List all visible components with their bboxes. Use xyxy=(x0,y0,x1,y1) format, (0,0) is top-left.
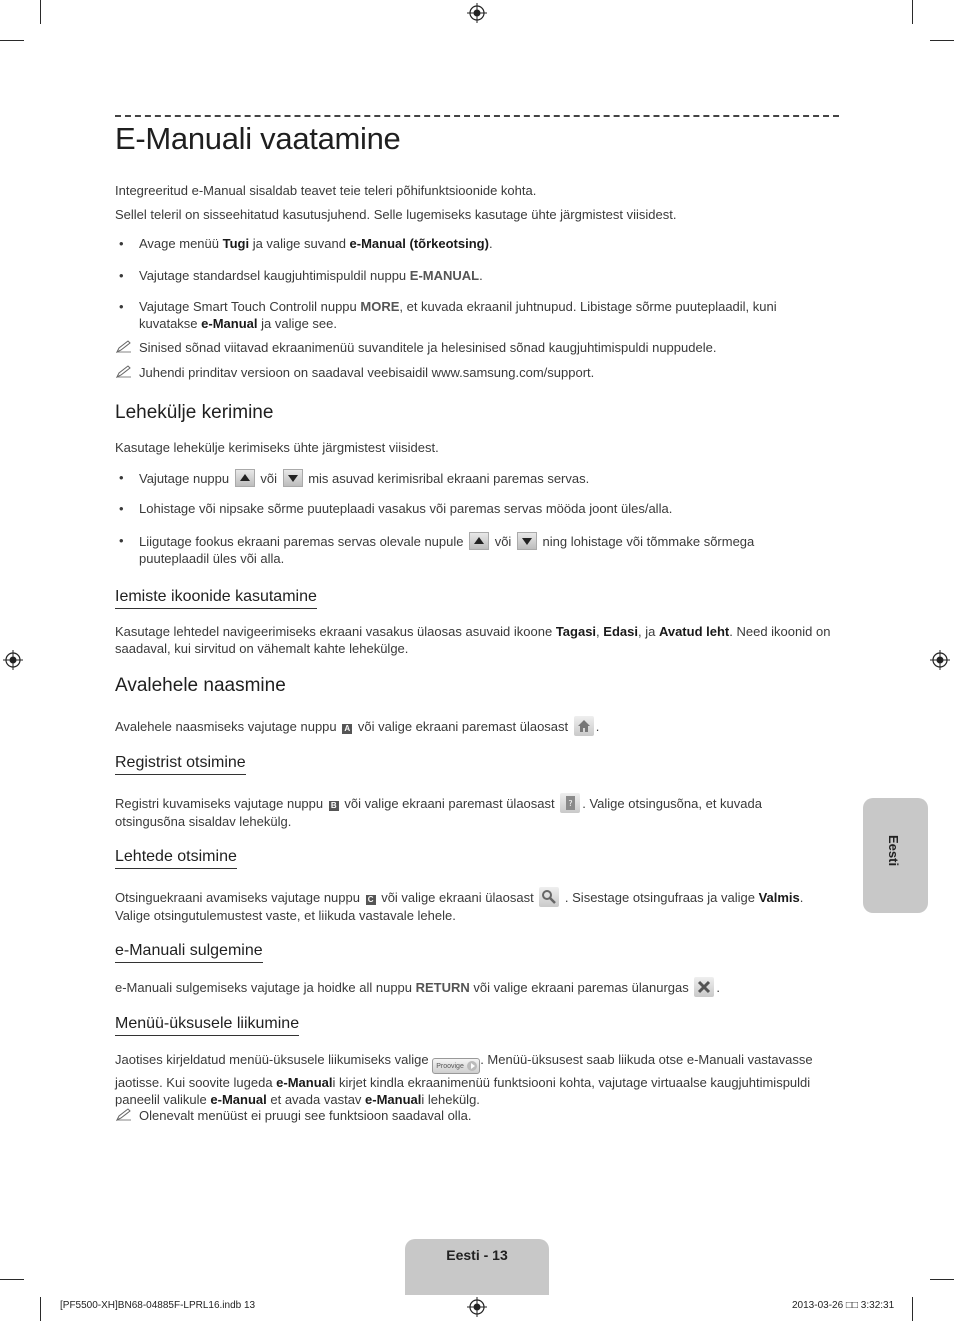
registration-mark-icon xyxy=(467,3,487,23)
home-heading: Avalehele naasmine xyxy=(115,675,286,696)
search-heading: Lehtede otsimine xyxy=(115,848,237,869)
note-pencil-icon xyxy=(115,365,133,379)
method-item-remote: Vajutage standardsel kaugjuhtimispuldil nuppu E-MANUAL. xyxy=(139,268,483,283)
scroll-down-icon xyxy=(283,469,303,487)
method-item-menu: Avage menüü Tugi ja valige suvand e-Manual (tõrkeotsing). xyxy=(139,236,493,251)
bullet: • xyxy=(119,501,124,516)
scroll-down-icon xyxy=(517,532,537,550)
play-icon xyxy=(467,1061,477,1071)
home-text: Avalehele naasmiseks vajutage nuppu A või valige ekraani paremast ülaosast . xyxy=(115,716,845,736)
page-number-tab: Eesti - 13 xyxy=(405,1239,549,1295)
bullet: • xyxy=(119,533,124,548)
close-text: e-Manuali sulgemiseks vajutage ja hoidke all nuppu RETURN või valige ekraani paremas ülanurgas . xyxy=(115,977,845,997)
search-icon xyxy=(539,887,559,907)
bullet: • xyxy=(119,470,124,485)
scroll-up-icon xyxy=(469,532,489,550)
intro-line-1: Integreeritud e-Manual sisaldab teavet teie teleri põhifunktsioonide kohta. xyxy=(115,183,537,198)
crop-mark xyxy=(930,40,954,41)
scroll-up-icon xyxy=(235,469,255,487)
scroll-heading: Lehekülje kerimine xyxy=(115,402,274,423)
menu-heading: Menüü-üksusele liikumine xyxy=(115,1015,299,1036)
bullet: • xyxy=(119,236,124,251)
top-icons-heading: Iemiste ikoonide kasutamine xyxy=(115,588,317,609)
index-heading: Registrist otsimine xyxy=(115,754,246,775)
registration-mark-icon xyxy=(3,650,23,670)
close-icon xyxy=(694,977,714,997)
scroll-item-focus: Liigutage fookus ekraani paremas servas olevale nupule või ning lohistage või tõmmake sõrmega puuteplaadil üles või alla. xyxy=(139,534,755,566)
menu-note: Olenevalt menüüst ei pruugi see funktsioon saadaval olla. xyxy=(139,1108,472,1123)
close-heading: e-Manuali sulgemine xyxy=(115,942,263,963)
home-icon xyxy=(574,716,594,736)
crop-mark xyxy=(0,1279,24,1280)
key-b-icon: B xyxy=(329,801,339,811)
page-title: E-Manuali vaatamine xyxy=(115,121,401,156)
note-printable-version: Juhendi prinditav versioon on saadaval veebisaidil www.samsung.com/support. xyxy=(139,365,595,380)
scroll-item-buttons: Vajutage nuppu või mis asuvad kerimisribal ekraani paremas servas. xyxy=(139,471,590,486)
svg-text:?: ? xyxy=(568,799,573,808)
method-item-touch-control: Vajutage Smart Touch Controlil nuppu MORE, et kuvada ekraanil juhtnupud. Libistage sõrme puuteplaadil, kuni kuvatakse e-Manual ja valige see. xyxy=(139,299,777,331)
note-blue-words: Sinised sõnad viitavad ekraanimenüü suvanditele ja helesinised sõnad kaugjuhtimispuldi nuppudele. xyxy=(139,340,717,355)
scroll-item-swipe: Lohistage või nipsake sõrme puuteplaadi vasakus või paremas servas mööda joont üles/alla. xyxy=(139,501,673,516)
key-a-icon: A xyxy=(342,724,352,734)
crop-mark xyxy=(40,0,41,24)
title-divider xyxy=(115,115,839,117)
search-text: Otsinguekraani avamiseks vajutage nuppu C või valige ekraani ülaosast . Sisestage otsingufraas ja valige Valmis. Valige otsingutulemustest vaste, et liikuda vastavale lehele. xyxy=(115,887,830,924)
bullet: • xyxy=(119,268,124,283)
top-icons-text: Kasutage lehtedel navigeerimiseks ekraani vasakus ülaosas asuvaid ikoone Tagasi, Edasi, ja Avatud leht. Need ikoonid on saadaval, kui sirvitud on vähemalt kahte lehekülge. xyxy=(115,624,831,656)
crop-mark xyxy=(912,1297,913,1321)
registration-mark-icon xyxy=(930,650,950,670)
crop-mark xyxy=(930,1279,954,1280)
language-side-tab: Eesti xyxy=(863,798,928,913)
note-pencil-icon xyxy=(115,1108,133,1122)
index-text: Registri kuvamiseks vajutage nuppu B või valige ekraani paremast ülaosast ? . Valige otsingusõna, et kuvada otsingusõna sisaldav lehekülg. xyxy=(115,793,815,830)
try-now-button: Proovige xyxy=(432,1058,480,1074)
scroll-intro: Kasutage lehekülje kerimiseks ühte järgmistest viisidest. xyxy=(115,440,439,455)
footer-file-info: [PF5500-XH]BN68-04885F-LPRL16.indb 13 xyxy=(60,1300,256,1311)
footer-timestamp: 2013-03-26 □□ 3:32:31 xyxy=(792,1300,895,1311)
note-pencil-icon xyxy=(115,340,133,354)
index-icon xyxy=(560,793,580,813)
crop-mark xyxy=(0,40,24,41)
crop-mark xyxy=(40,1297,41,1321)
registration-mark-icon xyxy=(467,1297,487,1317)
key-c-icon: C xyxy=(366,895,376,905)
crop-mark xyxy=(912,0,913,24)
menu-text: Jaotises kirjeldatud menüü-üksusele liikumiseks valige Proovige . Menüü-üksusest saab liikuda otse e-Manuali vastavasse jaotisse. Kui soovite lugeda e-Manuali kirjet kindla ekraanimenüü funktsiooni kohta, vajutage virtuaalse kaugjuhtimispuldi paneelil valikule e-Manual et avada vastav e-Manuali lehekülg. xyxy=(115,1052,813,1107)
intro-line-2: Sellel teleril on sisseehitatud kasutusjuhend. Selle lugemiseks kasutage ühte järgmistest viisidest. xyxy=(115,207,677,222)
bullet: • xyxy=(119,299,124,314)
